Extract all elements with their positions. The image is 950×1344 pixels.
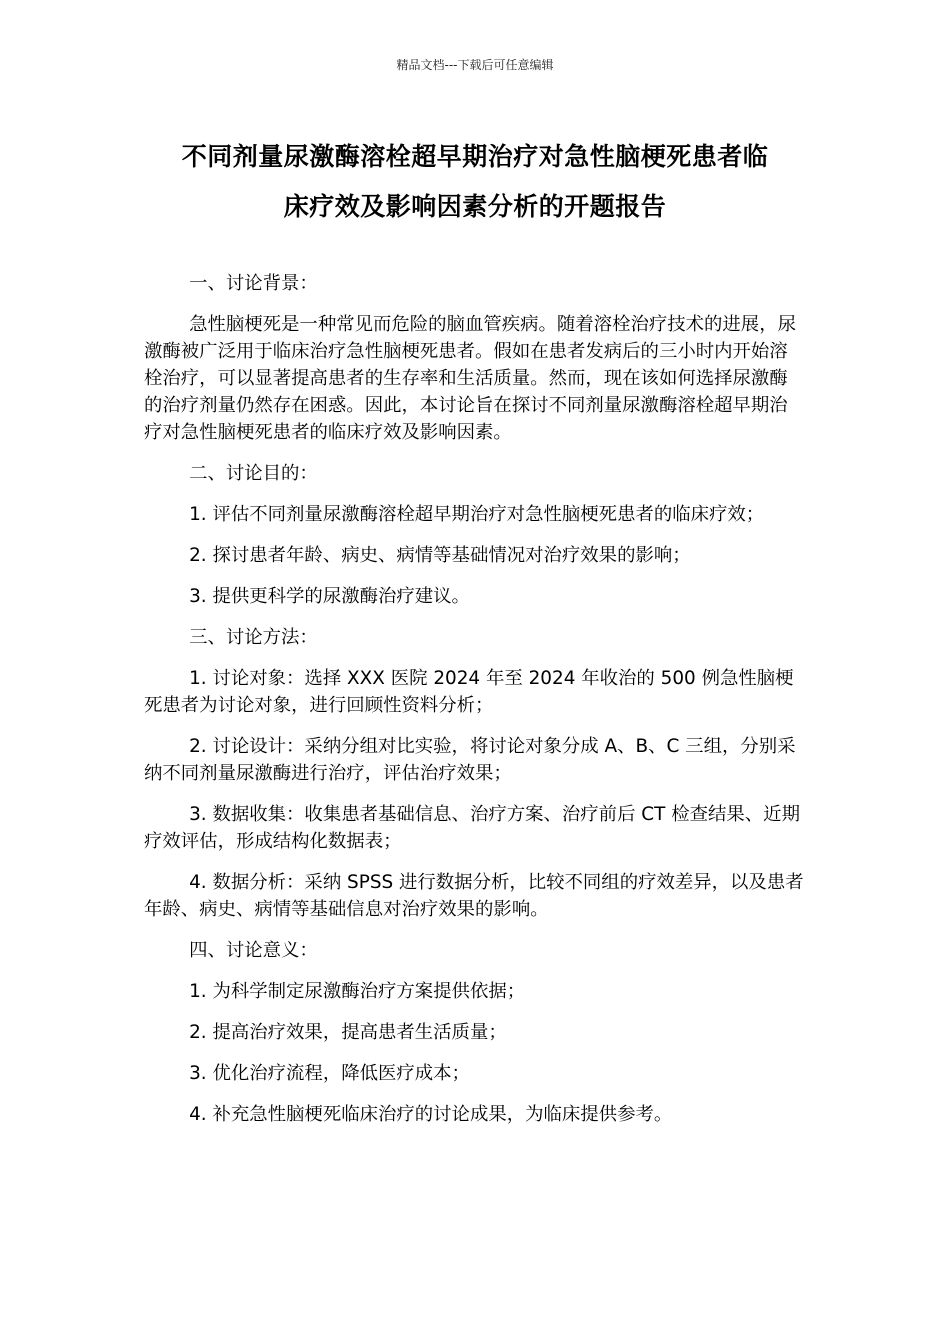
- document-title: [140, 132, 810, 232]
- method-item-4: 4. 数据分析：采纳 SPSS 进行数据分析，比较不同组的疗效差异，以及患者年龄、病史、病情等基础信息对治疗效果的影响。: [144, 872, 804, 920]
- title-line-2: 床疗效及影响因素分析的开题报告: [283, 192, 667, 221]
- section-heading-background: 一、讨论背景：: [189, 273, 318, 294]
- document-body: [144, 270, 804, 1142]
- section-heading-objectives: 二、讨论目的：: [189, 463, 318, 484]
- objective-item-2: 2. 探讨患者年龄、病史、病情等基础情况对治疗效果的影响；: [189, 545, 691, 566]
- section-heading-methods: 三、讨论方法：: [189, 627, 318, 648]
- title-line-1: 不同剂量尿激酶溶栓超早期治疗对急性脑梗死患者临: [181, 142, 769, 171]
- significance-item-1: 1. 为科学制定尿激酶治疗方案提供依据；: [189, 981, 526, 1002]
- method-item-3: 3. 数据收集：收集患者基础信息、治疗方案、治疗前后 CT 检查结果、近期疗效评估，形成结构化数据表；: [144, 804, 800, 852]
- significance-item-4: 4. 补充急性脑梗死临床治疗的讨论成果，为临床提供参考。: [189, 1104, 673, 1125]
- page-header: 精品文档---下载后可任意编辑: [396, 58, 554, 72]
- section-heading-significance: 四、讨论意义：: [189, 940, 318, 961]
- method-item-1: 1. 讨论对象：选择 XXX 医院 2024 年至 2024 年收治的 500 例急性脑梗死患者为讨论对象，进行回顾性资料分析；: [144, 668, 794, 716]
- objective-item-1: 1. 评估不同剂量尿激酶溶栓超早期治疗对急性脑梗死患者的临床疗效；: [189, 504, 765, 525]
- background-paragraph: 急性脑梗死是一种常见而危险的脑血管疾病。随着溶栓治疗技术的进展，尿激酶被广泛用于临床治疗急性脑梗死患者。假如在患者发病后的三小时内开始溶栓治疗，可以显著提高患者的生存率和生活质量。然而，现在该如何选择尿激酶的治疗剂量仍然存在困惑。因此，本讨论旨在探讨不同剂量尿激酶溶栓超早期治疗对急性脑梗死患者的临床疗效及影响因素。: [144, 314, 796, 443]
- objective-item-3: 3. 提供更科学的尿激酶治疗建议。: [189, 586, 470, 607]
- significance-item-3: 3. 优化治疗流程，降低医疗成本；: [189, 1063, 470, 1084]
- method-item-2: 2. 讨论设计：采纳分组对比实验，将讨论对象分成 A、B、C 三组，分别采纳不同剂量尿激酶进行治疗，评估治疗效果；: [144, 736, 796, 784]
- significance-item-2: 2. 提高治疗效果，提高患者生活质量；: [189, 1022, 507, 1043]
